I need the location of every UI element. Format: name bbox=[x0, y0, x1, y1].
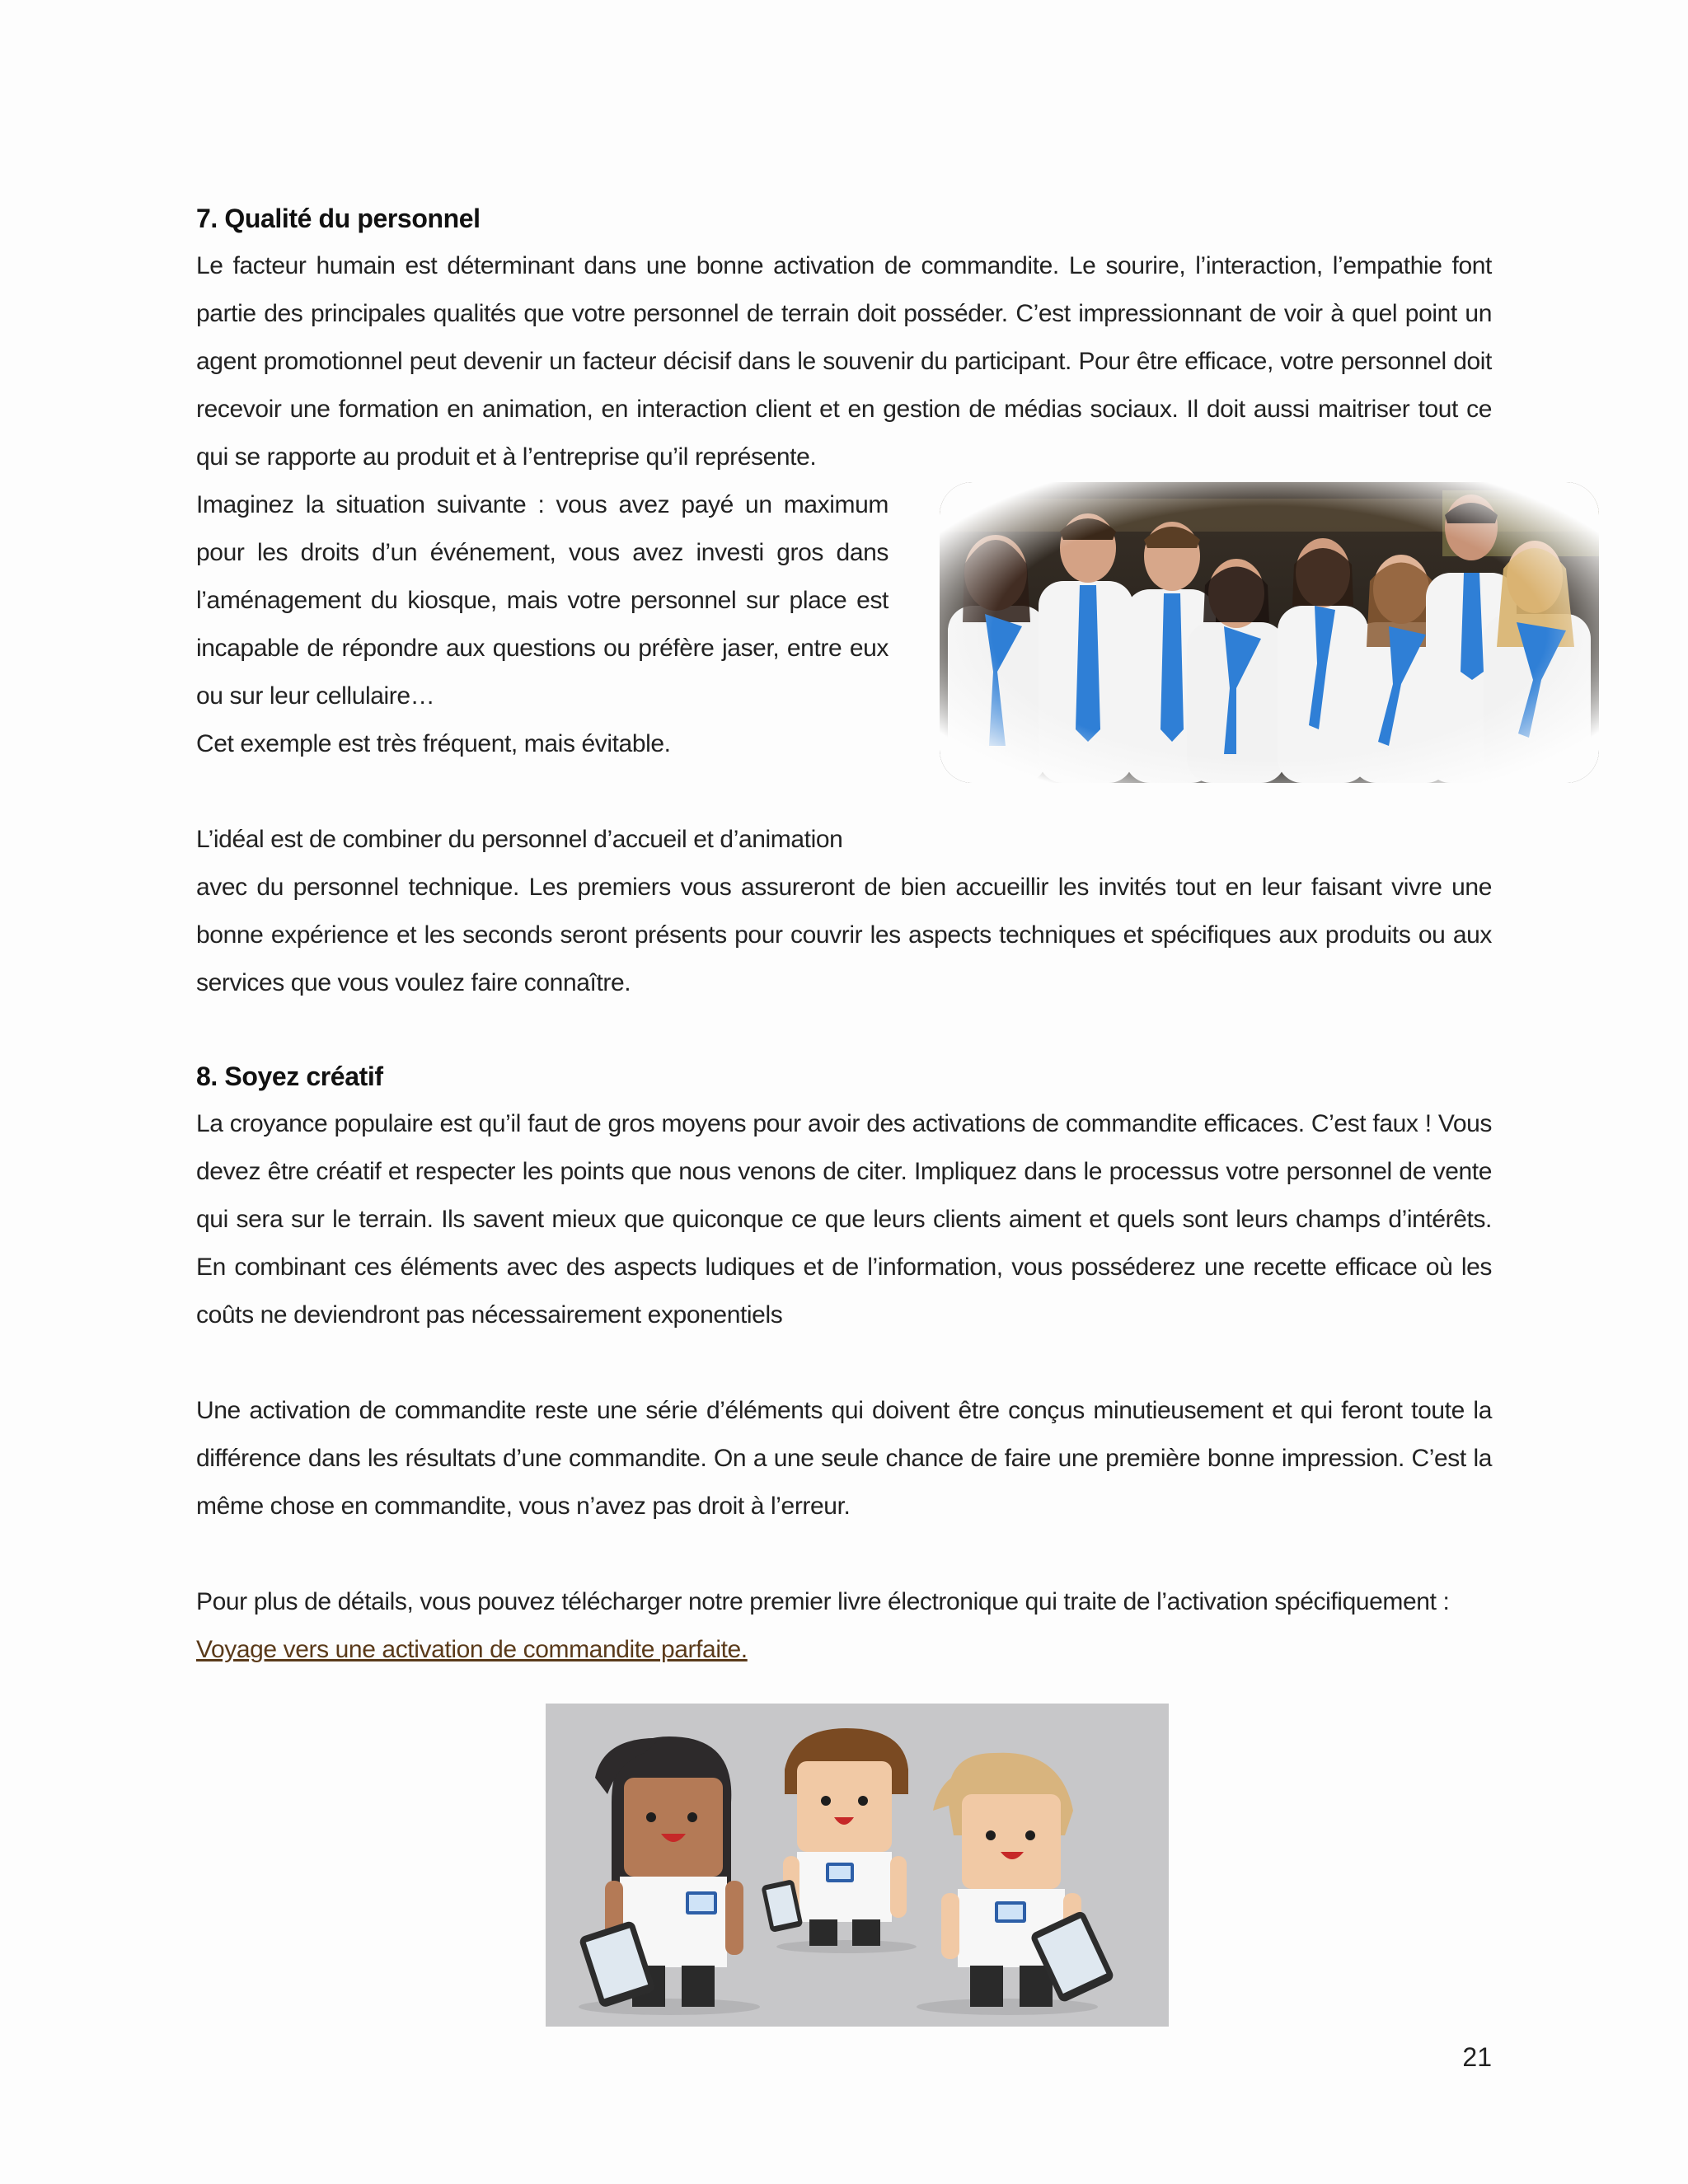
cartoon-man-center bbox=[761, 1728, 908, 1946]
cartoon-staff-illustration bbox=[546, 1704, 1169, 2027]
section-8-paragraph-2: Une activation de commandite reste une série d’éléments qui doivent être conçus minutieusement et qui feront toute la différence dans les résultats d’une commandite. On a une seule chance de faire une première bonne impression. C’est la même chose en commandite, vous n’avez pas droit à l’erreur. bbox=[196, 1397, 1492, 1520]
section-7 bbox=[196, 194, 1492, 481]
section-8-paragraph-1: La croyance populaire est qu’il faut de gros moyens pour avoir des activations de commandite efficaces. C’est faux ! Vous devez être créatif et respecter les points que nous venons de citer. Impliquez dans le processus votre personnel de vente qui sera sur le terrain. Ils savent mieux que quiconque ce que leurs clients aiment et quels sont leurs champs d’intérêts. En combinant ces éléments avec des aspects ludiques et de l’information, vous posséderez une recette efficace où les coûts ne deviendront pas nécessairement exponentiels bbox=[196, 1110, 1492, 1329]
section-7-paragraph-4-rest: avec du personnel technique. Les premiers vous assureront de bien accueillir les invités tout en leur faisant vivre une bonne expérience et les seconds seront présents pour couvrir les aspects techniques et spécifiques aux produits ou aux services que vous voulez faire connaître. bbox=[196, 874, 1492, 996]
section-7-paragraph-4-start: L’idéal est de combiner du personnel d’accueil et d’animation bbox=[196, 826, 843, 853]
section-8-heading: 8. Soyez créatif bbox=[196, 1062, 383, 1091]
section-8-paragraph-3: Pour plus de détails, vous pouvez télécharger notre premier livre électronique qui traite de l’activation spécifiquement : bbox=[196, 1588, 1450, 1615]
cartoon-man-right bbox=[933, 1753, 1115, 2007]
ebook-link[interactable]: Voyage vers une activation de commandite parfaite. bbox=[196, 1636, 748, 1663]
section-7-paragraph-3: Cet exemple est très fréquent, mais évitable. bbox=[196, 730, 671, 757]
staff-group-photo-art bbox=[940, 482, 1599, 783]
section-7-paragraph-1: Le facteur humain est déterminant dans une bonne activation de commandite. Le sourire, l’interaction, l’empathie font partie des principales qualités que votre personnel de terrain doit posséder. C’est impressionnant de voir à quel point un agent promotionnel peut devenir un facteur décisif dans le souvenir du participant. Pour être efficace, votre personnel doit recevoir une formation en animation, en interaction client et en gestion de médias sociaux. Il doit aussi maitriser tout ce qui se rapporte au produit et à l’entreprise qu’il représente. bbox=[196, 252, 1492, 471]
section-7-paragraph-2: Imaginez la situation suivante : vous avez payé un maximum pour les droits d’un événement, vous avez investi gros dans l’aménagement du kiosque, mais votre personnel sur place est incapable de répondre aux questions ou préfère jaser, entre eux ou sur leur cellulaire… bbox=[196, 491, 889, 710]
staff-group-photo bbox=[940, 482, 1599, 783]
page-number: 21 bbox=[1462, 2042, 1492, 2072]
section-7-heading: 7. Qualité du personnel bbox=[196, 204, 481, 233]
cartoon-staff-art bbox=[546, 1704, 1169, 2027]
section-8 bbox=[196, 1052, 1492, 1674]
cartoon-woman bbox=[579, 1736, 743, 2008]
